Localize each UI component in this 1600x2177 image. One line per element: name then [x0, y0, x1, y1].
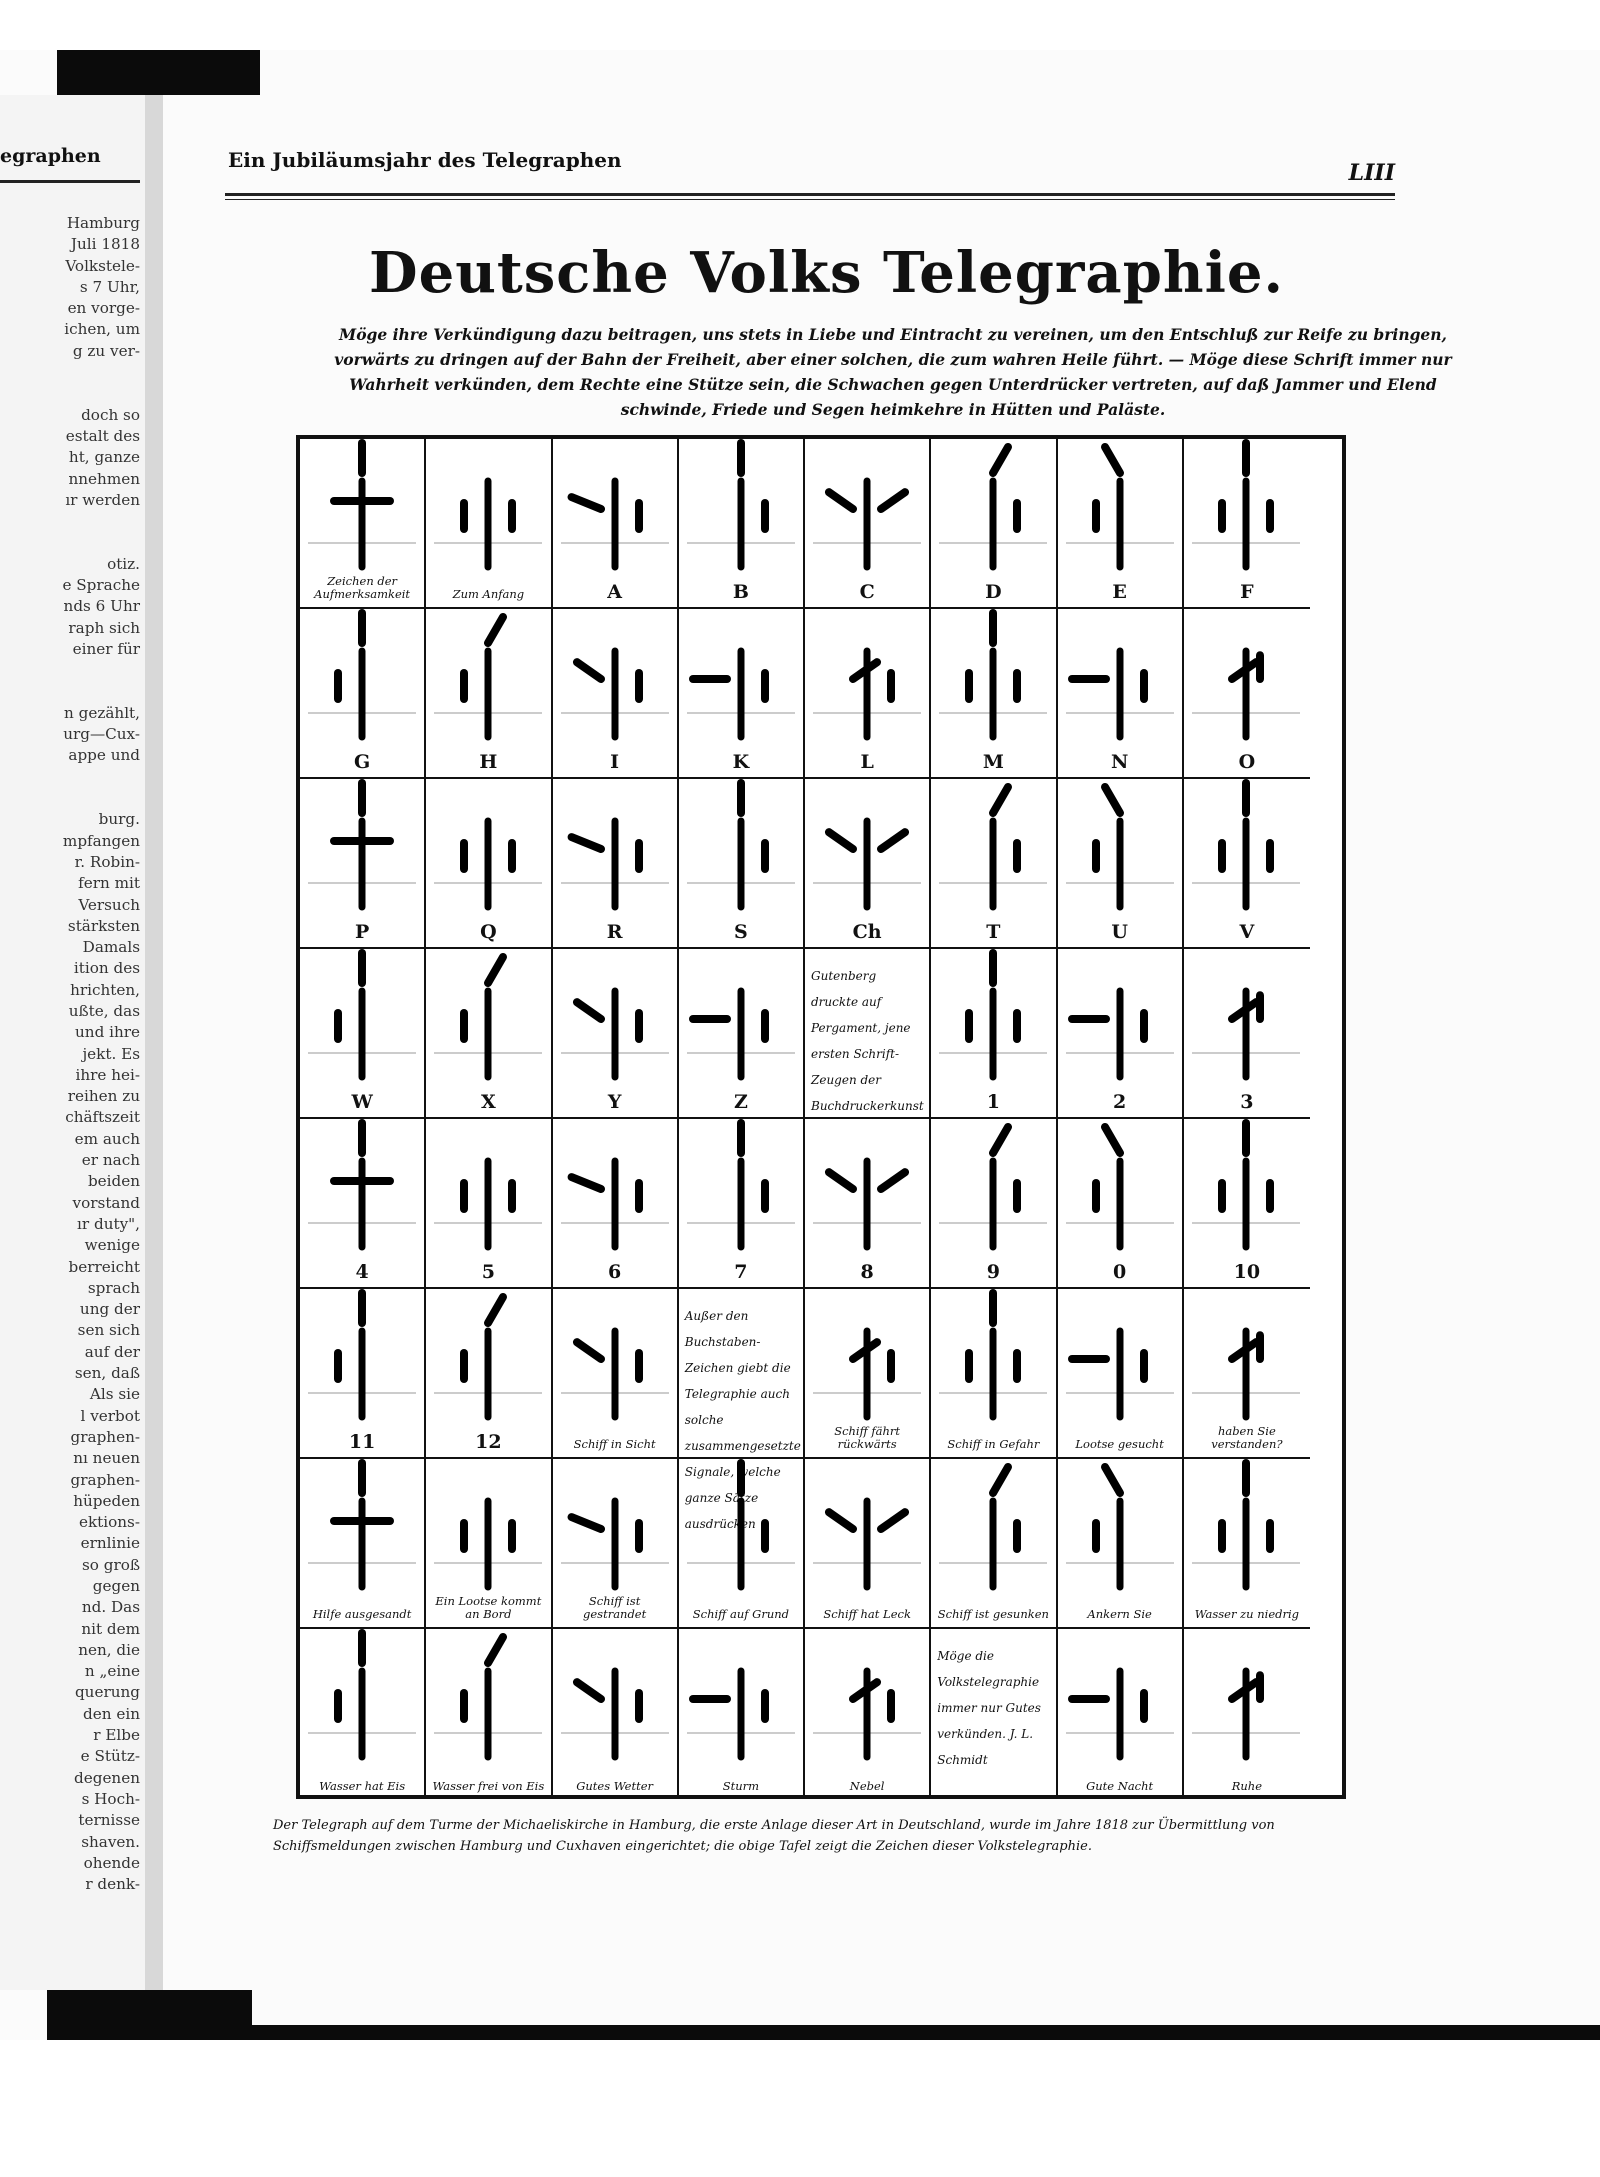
previous-page-line	[0, 767, 140, 788]
previous-page-line: stärksten	[67, 916, 140, 935]
semaphore-figure	[1058, 1629, 1182, 1799]
page	[163, 110, 1490, 1990]
semaphore-figure	[1184, 1629, 1308, 1799]
signal-row	[300, 439, 1342, 609]
previous-page	[0, 95, 145, 1990]
signal-label: Z	[733, 1091, 748, 1113]
signal-cell	[679, 1629, 805, 1799]
signal-cell	[679, 1289, 805, 1531]
previous-page-line: raph sich	[68, 618, 140, 637]
signal-label: 4	[355, 1261, 369, 1283]
signal-cell	[1058, 949, 1184, 1119]
previous-page-line: fern mit	[78, 874, 140, 893]
previous-page-line: ernlinie	[80, 1534, 140, 1553]
previous-page-line: beiden	[87, 1172, 140, 1191]
signal-label: 6	[608, 1261, 622, 1283]
signal-cell	[805, 1289, 931, 1459]
signal-label: G	[354, 751, 371, 773]
previous-page-line: otiz.	[107, 554, 140, 573]
running-title: Ein Jubiläumsjahr des Telegraphen	[228, 148, 622, 172]
semaphore-figure	[805, 1459, 929, 1629]
signal-cell	[679, 779, 805, 949]
signal-row	[300, 779, 1342, 949]
signal-meaning: Ruhe	[1231, 1779, 1263, 1793]
semaphore-arm	[571, 837, 600, 849]
signal-row	[300, 1289, 1342, 1531]
previous-page-line: hüpeden	[73, 1491, 140, 1510]
header-rule	[225, 193, 1395, 196]
previous-page-line: er nach	[81, 1151, 140, 1170]
signal-cell	[426, 949, 552, 1119]
semaphore-arm	[993, 787, 1008, 813]
signal-cell	[553, 1459, 679, 1629]
signal-meaning: Schiff ist gesunken	[937, 1607, 1049, 1621]
signal-label: 3	[1240, 1091, 1254, 1113]
signal-cell	[679, 1459, 805, 1629]
signal-cell	[1184, 1119, 1310, 1289]
signal-meaning: Schiff auf Grund	[692, 1607, 789, 1621]
footnote: Der Telegraph auf dem Turme der Michaeliskirche in Hamburg, die erste Anlage dieser Art in Deutschland, wurde im Jahre 1818 zur Übermittlung von Schiffsmeldungen zwischen Hamburg und Cuxhaven eingerichtet; die obige Tafel zeigt die Zeichen dieser Volkstelegraphie.	[273, 1818, 1275, 1854]
previous-page-line: ohende	[83, 1853, 140, 1872]
previous-page-line: ternisse	[78, 1811, 140, 1830]
page-title: Deutsche Volks Telegraphie.	[369, 240, 1284, 306]
signal-meaning: Schiff hat Leck	[823, 1607, 911, 1621]
previous-page-line: reihen zu	[67, 1087, 140, 1106]
previous-page-line: nit dem	[81, 1619, 140, 1638]
previous-page-line: querung	[74, 1683, 140, 1702]
signal-cell	[300, 779, 426, 949]
semaphore-arm	[488, 617, 503, 643]
semaphore-figure	[1184, 1459, 1308, 1629]
signal-label: 10	[1233, 1261, 1261, 1283]
previous-page-line: ır werden	[65, 490, 140, 509]
previous-page-line: ition des	[73, 959, 140, 978]
semaphore-arm	[881, 832, 905, 849]
signal-cell	[553, 609, 679, 779]
previous-page-line: ung der	[79, 1300, 140, 1319]
previous-page-line: n „eine	[84, 1662, 140, 1681]
previous-page-line: g zu ver-	[72, 341, 140, 360]
previous-page-line: ektions-	[78, 1513, 140, 1532]
signal-cell	[426, 779, 552, 949]
semaphore-figure	[1058, 1289, 1182, 1459]
signal-label: R	[606, 921, 623, 943]
signal-meaning: Nebel	[849, 1779, 885, 1793]
signal-cell	[931, 609, 1057, 779]
previous-page-line	[0, 532, 140, 553]
signal-cell	[805, 949, 931, 1119]
scan-corner-bottom	[47, 1990, 252, 2040]
signal-meaning: Schiff in Gefahr	[947, 1437, 1040, 1451]
previous-page-line: shaven.	[81, 1832, 140, 1851]
signal-label: X	[481, 1091, 496, 1113]
signal-label: L	[860, 751, 874, 773]
signal-cell	[426, 609, 552, 779]
signal-label: C	[859, 581, 875, 603]
semaphore-arm	[571, 1517, 600, 1529]
handwritten-note: Möge die Volkstelegraphie immer nur Gutes verkünden. J. L. Schmidt	[937, 1649, 1041, 1767]
signal-label: O	[1238, 751, 1256, 773]
previous-page-line: den ein	[83, 1704, 140, 1723]
signal-meaning: Gute Nacht	[1086, 1779, 1154, 1793]
signal-cell	[1184, 949, 1310, 1119]
previous-page-line: r. Robin-	[74, 852, 140, 871]
signal-cell	[931, 1459, 1057, 1629]
signal-cell	[1058, 1459, 1184, 1629]
signal-label: W	[351, 1091, 373, 1113]
signal-cell	[679, 609, 805, 779]
semaphore-arm	[576, 662, 600, 679]
semaphore-arm	[829, 832, 853, 849]
book-gutter	[145, 95, 163, 1990]
previous-page-line: hrichten,	[70, 980, 140, 999]
semaphore-arm	[488, 1297, 503, 1323]
signal-cell	[805, 1459, 931, 1629]
semaphore-figure	[931, 1289, 1055, 1459]
previous-page-line: Volkstele-	[65, 256, 140, 275]
signal-label: B	[732, 581, 749, 603]
previous-page-line: nd. Das	[81, 1598, 140, 1617]
previous-page-rule	[0, 180, 140, 183]
signal-label: M	[982, 751, 1004, 773]
signal-label: E	[1112, 581, 1127, 603]
signal-label: 1	[986, 1091, 1000, 1113]
semaphore-figure	[300, 1629, 424, 1799]
semaphore-figure	[426, 439, 550, 609]
signal-meaning: Zeichen der Aufmerksamkeit	[314, 574, 411, 601]
previous-page-line: Damals	[82, 938, 140, 957]
previous-page-line: burg.	[98, 810, 140, 829]
previous-page-line: sen sich	[77, 1321, 140, 1340]
signal-cell	[300, 949, 426, 1119]
page-number: LIII	[1348, 160, 1395, 186]
signal-cell	[300, 1289, 426, 1459]
previous-page-line: nen, die	[78, 1640, 140, 1659]
signal-cell	[931, 779, 1057, 949]
signal-meaning: Schiff in Sicht	[573, 1437, 656, 1451]
semaphore-figure	[553, 1289, 677, 1459]
semaphore-arm	[1105, 447, 1120, 473]
previous-page-line: doch so	[81, 405, 140, 424]
signal-label: D	[985, 581, 1002, 603]
signal-row	[300, 1119, 1342, 1289]
previous-page-line: mpfangen	[62, 831, 140, 850]
signal-meaning: Ein Lootse kommt an Bord	[435, 1594, 542, 1621]
previous-page-line: r denk-	[85, 1875, 140, 1894]
signal-cell	[1184, 1289, 1310, 1459]
signal-cell	[300, 609, 426, 779]
previous-page-line: ichen, um	[64, 320, 140, 339]
signal-cell	[805, 609, 931, 779]
previous-page-line: berreicht	[68, 1257, 140, 1276]
signal-cell	[1184, 779, 1310, 949]
signal-cell	[426, 1459, 552, 1629]
semaphore-arm	[576, 1682, 600, 1699]
signal-cell	[805, 1119, 931, 1289]
signal-cell	[1184, 1629, 1310, 1799]
signal-label: H	[479, 751, 498, 773]
semaphore-arm	[488, 957, 503, 983]
signal-label: 11	[348, 1431, 376, 1453]
signal-cell	[553, 1119, 679, 1289]
signal-cell	[553, 1289, 679, 1459]
previous-page-line: e Sprache	[62, 576, 140, 595]
semaphore-arm	[571, 1177, 600, 1189]
signal-cell	[426, 1119, 552, 1289]
semaphore-figure	[679, 1459, 803, 1629]
previous-page-line: degenen	[74, 1768, 140, 1787]
previous-page-line: chäftszeit	[65, 1108, 140, 1127]
previous-page-line	[0, 682, 140, 703]
semaphore-arm	[571, 497, 600, 509]
previous-page-line	[0, 511, 140, 532]
semaphore-arm	[829, 1172, 853, 1189]
previous-page-header: egraphen	[0, 145, 101, 167]
signal-cell	[931, 949, 1057, 1119]
signal-cell	[679, 1119, 805, 1289]
signal-cell	[1184, 439, 1310, 609]
signal-cell	[553, 949, 679, 1119]
previous-page-line: appe und	[68, 746, 140, 765]
previous-page-line: ht, ganze	[68, 448, 140, 467]
previous-page-line: urg—Cux-	[63, 725, 140, 744]
previous-page-line: e Stütz-	[80, 1747, 140, 1766]
signal-label: 9	[986, 1261, 1000, 1283]
semaphore-arm	[993, 1467, 1008, 1493]
signal-table	[296, 435, 1346, 1799]
signal-meaning: haben Sie verstanden?	[1211, 1424, 1283, 1451]
signal-cell	[931, 439, 1057, 609]
signal-cell	[679, 439, 805, 609]
signal-cell	[805, 1629, 931, 1799]
signal-cell	[426, 439, 552, 609]
semaphore-arm	[1105, 1467, 1120, 1493]
signal-label: S	[734, 921, 748, 943]
signal-meaning: Ankern Sie	[1087, 1607, 1152, 1621]
previous-page-line: sprach	[87, 1278, 140, 1297]
semaphore-arm	[1105, 1127, 1120, 1153]
semaphore-arm	[576, 1342, 600, 1359]
semaphore-figure	[300, 1459, 424, 1629]
semaphore-arm	[829, 1512, 853, 1529]
signal-cell	[1058, 779, 1184, 949]
handwritten-note: Außer den Buchstaben-Zeichen giebt die Telegraphie auch solche zusammengesetzte Signale, welche ganze Sätze ausdrücken	[684, 1309, 801, 1531]
signal-cell	[931, 1289, 1057, 1459]
previous-page-line: nnehmen	[68, 469, 140, 488]
previous-page-text	[0, 213, 140, 1895]
signal-meaning: Wasser hat Eis	[319, 1779, 406, 1793]
previous-page-line: en vorge-	[67, 299, 140, 318]
signal-label: N	[1110, 751, 1129, 773]
signal-cell	[679, 949, 805, 1119]
previous-page-line: graphen-	[70, 1427, 140, 1446]
signal-meaning: Hilfe ausgesandt	[312, 1607, 412, 1621]
semaphore-arm	[1105, 787, 1120, 813]
previous-page-line: s 7 Uhr,	[79, 277, 140, 296]
previous-page-line	[0, 660, 140, 681]
signal-cell	[300, 439, 426, 609]
signal-label: 5	[481, 1261, 495, 1283]
signal-row	[300, 949, 1342, 1119]
signal-cell	[426, 1289, 552, 1459]
intro-text: Möge ihre Verkündigung dazu beitragen, uns stets in Liebe und Eintracht zu vereinen, um den Entschluß zur Reife zu bringen, vorwärts zu dringen auf der Bahn der Freiheit, aber einer solchen, die zum wahren Heile führt. — Möge diese Schrift immer nur Wahrheit verkünden, dem Rechte eine Stütze sein, die Schwachen gegen Unterdrücker vertreten, auf daß Jammer und Elend schwinde, Friede und Segen heimkehre in Hütten und Paläste.	[334, 325, 1452, 419]
previous-page-line: Als sie	[89, 1385, 140, 1404]
signal-cell	[426, 1629, 552, 1799]
previous-page-line: l verbot	[80, 1406, 140, 1425]
semaphore-arm	[881, 492, 905, 509]
previous-page-line	[0, 362, 140, 383]
signal-meaning: Schiff ist gestrandet	[583, 1594, 647, 1621]
previous-page-line: auf der	[84, 1342, 140, 1361]
semaphore-figure	[931, 1459, 1055, 1629]
previous-page-line: und ihre	[75, 1023, 140, 1042]
signal-label: T	[986, 921, 1001, 943]
previous-page-line: r Elbe	[93, 1726, 140, 1745]
previous-page-line: sen, daß	[74, 1364, 140, 1383]
signal-cell	[931, 1629, 1057, 1799]
previous-page-line: nds 6 Uhr	[63, 597, 140, 616]
signal-cell	[1184, 1459, 1310, 1629]
semaphore-arm	[488, 1637, 503, 1663]
semaphore-figure	[553, 1629, 677, 1799]
signal-label: U	[1111, 921, 1128, 943]
signal-label: Q	[480, 921, 497, 943]
signal-label: I	[610, 751, 620, 773]
previous-page-line: Juli 1818	[70, 235, 140, 254]
semaphore-figure	[426, 1629, 550, 1799]
signal-cell	[1184, 609, 1310, 779]
previous-page-line: einer für	[72, 639, 140, 658]
signal-meaning: Sturm	[722, 1779, 760, 1793]
signal-cell	[805, 779, 931, 949]
signal-cell	[300, 1459, 426, 1629]
previous-page-line: n gezählt,	[64, 703, 140, 722]
signal-row	[300, 1459, 1342, 1629]
previous-page-line: estalt des	[65, 426, 140, 445]
signal-cell	[300, 1119, 426, 1289]
semaphore-arm	[993, 1127, 1008, 1153]
signal-cell	[1058, 1629, 1184, 1799]
signal-cell	[931, 1119, 1057, 1289]
signal-cell	[553, 439, 679, 609]
signal-cell	[1058, 1119, 1184, 1289]
signal-label: 0	[1113, 1261, 1127, 1283]
previous-page-line: Hamburg	[66, 214, 140, 232]
signal-meaning: Gutes Wetter	[576, 1779, 654, 1793]
signal-label: F	[1240, 581, 1254, 603]
scan-band-bottom	[252, 2025, 1600, 2040]
bottom-margin	[0, 2040, 1600, 2177]
signal-cell	[1058, 439, 1184, 609]
signal-row	[300, 609, 1342, 779]
signal-label: A	[607, 581, 622, 603]
signal-cell	[300, 1629, 426, 1799]
semaphore-arm	[576, 1002, 600, 1019]
signal-meaning: Wasser zu niedrig	[1194, 1607, 1300, 1621]
previous-page-line	[0, 383, 140, 404]
signal-label: K	[732, 751, 750, 773]
signal-meaning: Wasser frei von Eis	[432, 1779, 545, 1793]
previous-page-line: Versuch	[78, 895, 140, 914]
signal-label: Ch	[852, 921, 882, 943]
signal-cell	[553, 1629, 679, 1799]
signal-label: 7	[734, 1261, 748, 1283]
previous-page-line: ır duty",	[77, 1214, 140, 1233]
signal-row	[300, 1629, 1342, 1799]
signal-cell	[1058, 609, 1184, 779]
previous-page-line: jekt. Es	[82, 1044, 140, 1063]
semaphore-figure	[679, 1629, 803, 1799]
previous-page-line: gegen	[92, 1577, 140, 1595]
previous-page-line: wenige	[84, 1236, 140, 1255]
signal-label: 2	[1113, 1091, 1127, 1113]
signal-cell	[805, 439, 931, 609]
header-rule-thin	[225, 199, 1395, 200]
semaphore-figure	[1058, 1459, 1182, 1629]
previous-page-line: so groß	[81, 1555, 140, 1574]
handwritten-note: Gutenberg druckte auf Pergament, jene ersten Schrift-Zeugen der Buchdruckerkunst	[811, 969, 924, 1113]
signal-meaning: Zum Anfang	[452, 587, 525, 601]
previous-page-line	[0, 788, 140, 809]
signal-meaning: Lootse gesucht	[1075, 1437, 1164, 1451]
semaphore-arm	[881, 1172, 905, 1189]
signal-label: P	[354, 921, 370, 943]
previous-page-line: ußte, das	[68, 1001, 140, 1020]
semaphore-arm	[993, 447, 1008, 473]
signal-label: 8	[860, 1261, 874, 1283]
signal-cell	[553, 779, 679, 949]
previous-page-line: s Hoch-	[81, 1789, 140, 1808]
scan-corner-top	[57, 50, 260, 95]
signal-label: V	[1239, 921, 1255, 943]
signal-meaning: Schiff fährt rückwärts	[834, 1424, 901, 1451]
previous-page-line: vorstand	[72, 1193, 140, 1212]
signal-label: 12	[475, 1431, 502, 1453]
semaphore-figure	[805, 1629, 929, 1799]
signal-cell	[1058, 1289, 1184, 1459]
previous-page-line: nı neuen	[73, 1449, 140, 1468]
signal-label: Y	[607, 1091, 622, 1113]
semaphore-arm	[881, 1512, 905, 1529]
previous-page-line: ihre hei-	[75, 1065, 140, 1084]
previous-page-line: em auch	[74, 1129, 140, 1148]
previous-page-line: graphen-	[70, 1470, 140, 1489]
semaphore-arm	[829, 492, 853, 509]
